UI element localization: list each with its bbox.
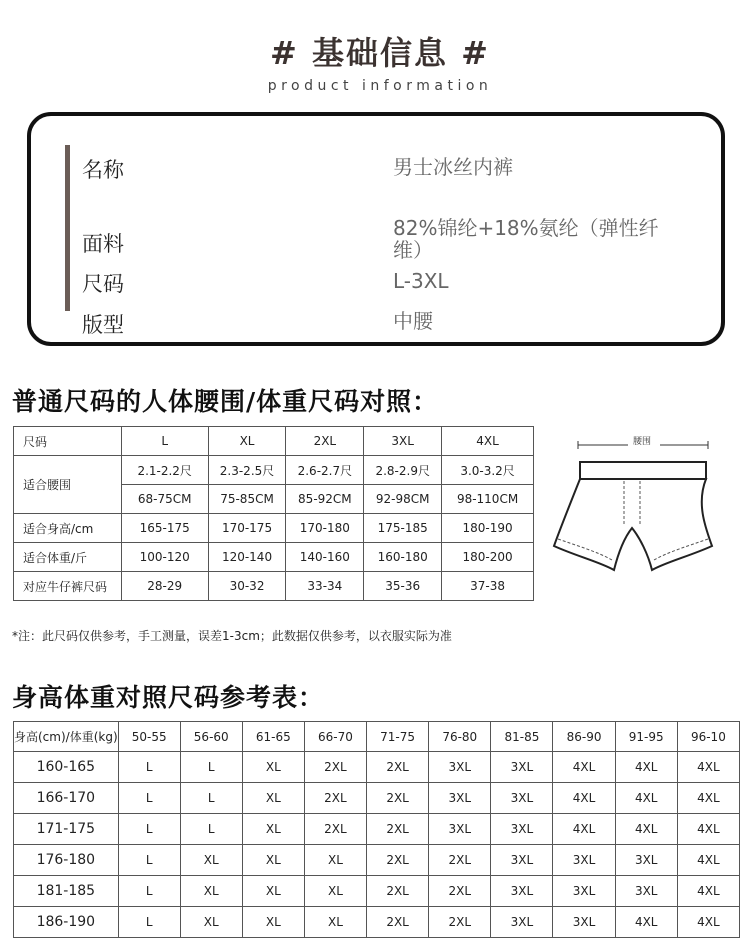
table-cell: 2XL xyxy=(367,752,429,783)
table-cell: XL xyxy=(180,845,242,876)
table-cell: 4XL xyxy=(677,876,739,907)
table-cell: 2XL xyxy=(367,783,429,814)
size-chart-note: *注：此尺码仅供参考，手工测量，误差1-3cm；此数据仅供参考，以衣服实际为准 xyxy=(12,629,452,643)
table-cell: 170-175 xyxy=(208,514,286,543)
table-header-cell: 61-65 xyxy=(242,722,304,752)
table-row xyxy=(14,514,534,543)
table-cell: 3XL xyxy=(615,876,677,907)
table-header-cell: 3XL xyxy=(364,427,442,456)
table-cell: 4XL xyxy=(553,783,615,814)
size-section-title: 普通尺码的人体腰围/体重尺码对照： xyxy=(12,387,439,416)
table-header-cell: L xyxy=(121,427,208,456)
section-header-title: # 基础信息 # xyxy=(270,34,490,72)
table-cell: 4XL xyxy=(677,752,739,783)
table-row xyxy=(14,783,740,814)
table-cell: 4XL xyxy=(677,783,739,814)
info-label-fit: 版型 xyxy=(82,313,124,337)
table-cell: 2XL xyxy=(304,814,366,845)
table-cell: L xyxy=(118,752,180,783)
table-header-cell: 91-95 xyxy=(615,722,677,752)
table-row xyxy=(14,572,534,601)
table-cell: 4XL xyxy=(615,814,677,845)
table-cell: 180-200 xyxy=(442,543,534,572)
table-cell: 3.0-3.2尺 xyxy=(442,456,534,485)
table-cell: 3XL xyxy=(553,876,615,907)
table-cell: 2XL xyxy=(367,845,429,876)
table-header-cell: 86-90 xyxy=(553,722,615,752)
table-header-cell: 4XL xyxy=(442,427,534,456)
table-cell: 75-85CM xyxy=(208,485,286,514)
table-row-label: 160-165 xyxy=(14,752,119,783)
table-cell: XL xyxy=(242,783,304,814)
table-row-label: 181-185 xyxy=(14,876,119,907)
table-cell: 4XL xyxy=(677,907,739,938)
table-cell: 120-140 xyxy=(208,543,286,572)
table-cell: 4XL xyxy=(677,845,739,876)
table-cell: 2XL xyxy=(304,752,366,783)
underwear-diagram-icon xyxy=(548,434,718,584)
table-row xyxy=(14,845,740,876)
table-cell: 3XL xyxy=(491,814,553,845)
info-value-size: L-3XL xyxy=(393,269,449,293)
table-cell: 3XL xyxy=(491,907,553,938)
table-cell: XL xyxy=(304,907,366,938)
table-cell: XL xyxy=(242,814,304,845)
table-cell: 3XL xyxy=(615,845,677,876)
table-cell: 180-190 xyxy=(442,514,534,543)
table-cell: L xyxy=(180,814,242,845)
table-cell: 140-160 xyxy=(286,543,364,572)
table-cell: 28-29 xyxy=(121,572,208,601)
table-cell: 35-36 xyxy=(364,572,442,601)
table-cell: 2XL xyxy=(429,907,491,938)
table-cell: L xyxy=(118,783,180,814)
info-value-fit: 中腰 xyxy=(393,309,433,333)
table-cell: 3XL xyxy=(553,907,615,938)
table-cell: 4XL xyxy=(615,783,677,814)
hw-section-title: 身高体重对照尺码参考表： xyxy=(12,683,325,712)
table-cell: XL xyxy=(242,845,304,876)
table-row xyxy=(14,752,740,783)
table-row-label: 171-175 xyxy=(14,814,119,845)
table-row xyxy=(14,814,740,845)
table-cell: XL xyxy=(180,907,242,938)
size-chart-table xyxy=(13,426,534,601)
table-cell: 2.3-2.5尺 xyxy=(208,456,286,485)
table-cell: L xyxy=(180,783,242,814)
table-header-cell: 66-70 xyxy=(304,722,366,752)
table-cell: 2XL xyxy=(304,783,366,814)
info-label-size: 尺码 xyxy=(82,272,124,296)
table-cell: 4XL xyxy=(553,814,615,845)
table-cell: 4XL xyxy=(615,752,677,783)
product-info-accent-bar xyxy=(65,145,70,311)
table-cell: 3XL xyxy=(491,752,553,783)
table-cell: 33-34 xyxy=(286,572,364,601)
info-label-name: 名称 xyxy=(82,158,124,182)
table-cell: 3XL xyxy=(491,876,553,907)
table-cell: 37-38 xyxy=(442,572,534,601)
table-corner-header: 身高(cm)/体重(kg) xyxy=(14,722,119,752)
table-row xyxy=(14,907,740,938)
info-value-name: 男士冰丝内裤 xyxy=(393,155,513,179)
table-cell: 2.6-2.7尺 xyxy=(286,456,364,485)
table-row-label: 176-180 xyxy=(14,845,119,876)
table-header-cell: 81-85 xyxy=(491,722,553,752)
table-cell: 98-110CM xyxy=(442,485,534,514)
table-row-label: 186-190 xyxy=(14,907,119,938)
table-cell: XL xyxy=(242,752,304,783)
table-cell: 2.8-2.9尺 xyxy=(364,456,442,485)
table-cell: XL xyxy=(304,876,366,907)
table-cell: L xyxy=(118,845,180,876)
table-row xyxy=(14,427,534,456)
table-cell: XL xyxy=(242,907,304,938)
table-cell: 2.1-2.2尺 xyxy=(121,456,208,485)
table-cell: 2XL xyxy=(367,814,429,845)
table-cell: 92-98CM xyxy=(364,485,442,514)
table-cell: 170-180 xyxy=(286,514,364,543)
table-cell: 100-120 xyxy=(121,543,208,572)
table-cell: 3XL xyxy=(429,783,491,814)
table-row-label: 适合腰围 xyxy=(14,456,122,514)
table-cell: 30-32 xyxy=(208,572,286,601)
table-row xyxy=(14,543,534,572)
table-row-label: 适合身高/cm xyxy=(14,514,122,543)
table-header-cell: 尺码 xyxy=(14,427,122,456)
table-cell: 165-175 xyxy=(121,514,208,543)
table-cell: L xyxy=(118,814,180,845)
table-cell: L xyxy=(180,752,242,783)
table-cell: 160-180 xyxy=(364,543,442,572)
table-cell: XL xyxy=(180,876,242,907)
table-cell: 2XL xyxy=(367,876,429,907)
table-header-cell: 76-80 xyxy=(429,722,491,752)
table-header-cell: XL xyxy=(208,427,286,456)
table-cell: XL xyxy=(304,845,366,876)
section-header-subtitle: product information xyxy=(267,78,493,94)
table-header-cell: 2XL xyxy=(286,427,364,456)
table-cell: 85-92CM xyxy=(286,485,364,514)
table-row-label: 适合体重/斤 xyxy=(14,543,122,572)
table-cell: 4XL xyxy=(615,907,677,938)
table-cell: 2XL xyxy=(367,907,429,938)
table-row-label: 对应牛仔裤尺码 xyxy=(14,572,122,601)
info-label-fabric: 面料 xyxy=(82,232,124,256)
waist-measure-label: 腰围 xyxy=(633,437,652,447)
table-cell: XL xyxy=(242,876,304,907)
table-cell: 3XL xyxy=(491,845,553,876)
table-cell: 3XL xyxy=(429,814,491,845)
table-row-label: 166-170 xyxy=(14,783,119,814)
table-cell: 3XL xyxy=(429,752,491,783)
table-cell: L xyxy=(118,907,180,938)
table-header-cell: 96-10 xyxy=(677,722,739,752)
info-value-fabric: 82%锦纶+18%氨纶（弹性纤维） xyxy=(393,216,659,262)
table-cell: 68-75CM xyxy=(121,485,208,514)
table-cell: 2XL xyxy=(429,845,491,876)
height-weight-table xyxy=(13,721,740,938)
table-cell: 4XL xyxy=(553,752,615,783)
table-row xyxy=(14,876,740,907)
table-row xyxy=(14,456,534,485)
table-header-cell: 50-55 xyxy=(118,722,180,752)
table-cell: L xyxy=(118,876,180,907)
table-cell: 175-185 xyxy=(364,514,442,543)
table-cell: 3XL xyxy=(491,783,553,814)
table-cell: 2XL xyxy=(429,876,491,907)
table-cell: 4XL xyxy=(677,814,739,845)
table-header-cell: 56-60 xyxy=(180,722,242,752)
table-row xyxy=(14,722,740,752)
table-cell: 3XL xyxy=(553,845,615,876)
table-header-cell: 71-75 xyxy=(367,722,429,752)
